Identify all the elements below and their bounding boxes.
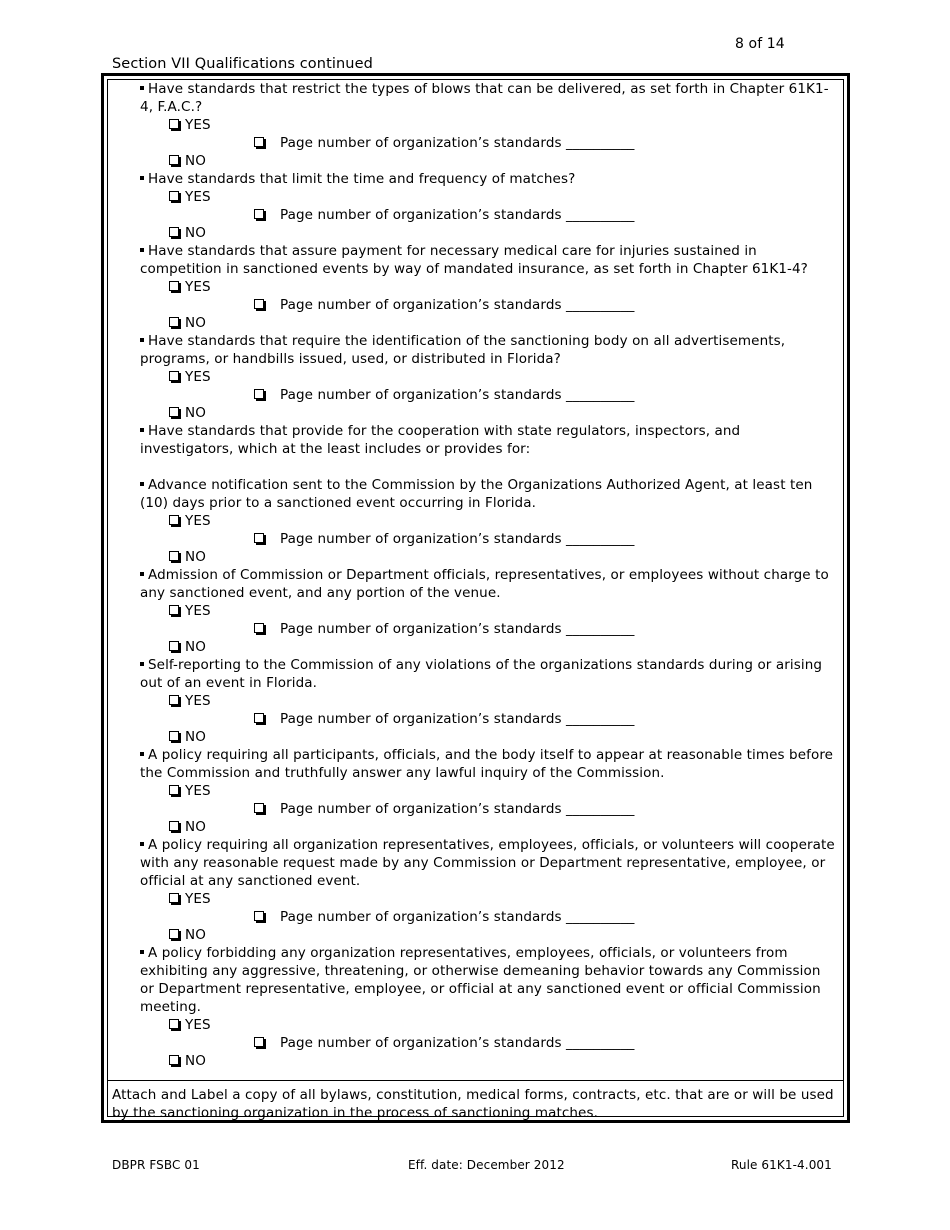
yes-label: YES	[185, 693, 211, 709]
checkbox-icon[interactable]	[169, 605, 179, 615]
checkbox-icon[interactable]	[169, 227, 179, 237]
checkbox-icon[interactable]	[169, 317, 179, 327]
attach-note: Attach and Label a copy of all bylaws, constitution, medical forms, contracts, etc. that are or will be used by the sanctioning organization in the process of sanctioning matches.	[108, 1080, 843, 1116]
page-number-label: Page number of organization’s standards __________	[280, 531, 635, 547]
page-number-field[interactable]	[254, 206, 843, 224]
checkbox-icon[interactable]	[169, 281, 179, 291]
yes-option[interactable]	[169, 602, 843, 620]
checkbox-icon[interactable]	[169, 821, 179, 831]
sub-question	[140, 476, 836, 512]
sub-question	[140, 566, 836, 602]
no-option[interactable]	[169, 728, 843, 746]
bullet-icon	[140, 752, 144, 756]
yes-option[interactable]	[169, 368, 843, 386]
bullet-icon	[140, 248, 144, 252]
page-number-label: Page number of organization’s standards __________	[280, 909, 635, 925]
checkbox-icon[interactable]	[169, 1019, 179, 1029]
page-number-label: Page number of organization’s standards __________	[280, 135, 635, 151]
no-label: NO	[185, 819, 206, 835]
checkbox-icon[interactable]	[169, 371, 179, 381]
no-label: NO	[185, 639, 206, 655]
checkbox-icon[interactable]	[169, 191, 179, 201]
question-text: Have standards that assure payment for necessary medical care for injuries sustained in competition in sanctioned events by way of mandated insurance, as set forth in Chapter 61K1-4?	[140, 243, 808, 277]
page-number-label: Page number of organization’s standards __________	[280, 297, 635, 313]
question	[140, 80, 836, 116]
no-label: NO	[185, 315, 206, 331]
page-number-field[interactable]	[254, 1034, 843, 1052]
yes-label: YES	[185, 1017, 211, 1033]
page-number-field[interactable]	[254, 134, 843, 152]
question	[140, 170, 836, 188]
no-option[interactable]	[169, 548, 843, 566]
checkbox-icon[interactable]	[169, 551, 179, 561]
page-number: 8 of 14	[735, 36, 785, 52]
form-inner-box	[107, 79, 844, 1121]
page-number-label: Page number of organization’s standards __________	[280, 1035, 635, 1051]
question-text: Advance notification sent to the Commission by the Organizations Authorized Agent, at least ten (10) days prior to a sanctioned event occurring in Florida.	[140, 477, 813, 511]
question-text: Self-reporting to the Commission of any violations of the organizations standards during or arising out of an event in Florida.	[140, 657, 823, 691]
bullet-icon	[140, 86, 144, 90]
checkbox-icon[interactable]	[169, 731, 179, 741]
checkbox-icon[interactable]	[254, 137, 264, 147]
yes-option[interactable]	[169, 692, 843, 710]
no-option[interactable]	[169, 1052, 843, 1070]
yes-label: YES	[185, 279, 211, 295]
form-box	[101, 73, 850, 1123]
question-text: Have standards that limit the time and frequency of matches?	[148, 171, 576, 187]
yes-label: YES	[185, 189, 211, 205]
question	[140, 332, 836, 368]
checkbox-icon[interactable]	[254, 623, 264, 633]
footer-rule: Rule 61K1-4.001	[731, 1158, 832, 1172]
question-text: A policy requiring all organization representatives, employees, officials, or volunteers will cooperate with any reasonable request made by any Commission or Department representative, employee, or official at any sanctioned event.	[140, 837, 835, 889]
yes-option[interactable]	[169, 1016, 843, 1034]
bullet-icon	[140, 338, 144, 342]
no-option[interactable]	[169, 818, 843, 836]
no-option[interactable]	[169, 314, 843, 332]
checkbox-icon[interactable]	[254, 209, 264, 219]
page-number-field[interactable]	[254, 800, 843, 818]
checkbox-icon[interactable]	[254, 1037, 264, 1047]
no-option[interactable]	[169, 926, 843, 944]
no-label: NO	[185, 225, 206, 241]
sub-question	[140, 944, 836, 1016]
yes-label: YES	[185, 783, 211, 799]
question-text: Have standards that provide for the cooperation with state regulators, inspectors, and investigators, which at the least includes or provides for:	[140, 423, 741, 457]
bullet-icon	[140, 176, 144, 180]
page-number-label: Page number of organization’s standards __________	[280, 387, 635, 403]
checkbox-icon[interactable]	[169, 515, 179, 525]
checkbox-icon[interactable]	[254, 713, 264, 723]
no-label: NO	[185, 729, 206, 745]
sub-question	[140, 836, 836, 890]
checkbox-icon[interactable]	[169, 119, 179, 129]
page-number-label: Page number of organization’s standards __________	[280, 621, 635, 637]
yes-option[interactable]	[169, 188, 843, 206]
question-text: Have standards that require the identification of the sanctioning body on all advertisements, programs, or handbills issued, used, or distributed in Florida?	[140, 333, 786, 367]
no-label: NO	[185, 549, 206, 565]
page-number-label: Page number of organization’s standards __________	[280, 711, 635, 727]
yes-option[interactable]	[169, 890, 843, 908]
checkbox-icon[interactable]	[254, 389, 264, 399]
checkbox-icon[interactable]	[169, 695, 179, 705]
checkbox-icon[interactable]	[169, 1055, 179, 1065]
yes-option[interactable]	[169, 512, 843, 530]
bullet-icon	[140, 428, 144, 432]
no-option[interactable]	[169, 638, 843, 656]
questions-area	[108, 80, 843, 1080]
page-number-field[interactable]	[254, 908, 843, 926]
no-label: NO	[185, 405, 206, 421]
no-label: NO	[185, 1053, 206, 1069]
bullet-icon	[140, 842, 144, 846]
yes-option[interactable]	[169, 116, 843, 134]
yes-label: YES	[185, 513, 211, 529]
no-label: NO	[185, 153, 206, 169]
question-text: Admission of Commission or Department officials, representatives, or employees without charge to any sanctioned event, and any portion of the venue.	[140, 567, 829, 601]
page-number-field[interactable]	[254, 530, 843, 548]
bullet-icon	[140, 482, 144, 486]
checkbox-icon[interactable]	[254, 299, 264, 309]
question-text: A policy requiring all participants, officials, and the body itself to appear at reasonable times before the Commission and truthfully answer any lawful inquiry of the Commission.	[140, 747, 834, 781]
checkbox-icon[interactable]	[169, 785, 179, 795]
no-option[interactable]	[169, 404, 843, 422]
cooperation-intro	[140, 422, 836, 458]
yes-label: YES	[185, 117, 211, 133]
sub-question	[140, 746, 836, 782]
page-number-label: Page number of organization’s standards __________	[280, 801, 635, 817]
yes-label: YES	[185, 369, 211, 385]
footer-form-id: DBPR FSBC 01	[112, 1158, 200, 1172]
yes-option[interactable]	[169, 278, 843, 296]
footer-eff-date: Eff. date: December 2012	[408, 1158, 565, 1172]
page-number-field[interactable]	[254, 296, 843, 314]
question-text: Have standards that restrict the types of blows that can be delivered, as set forth in Chapter 61K1-4, F.A.C.?	[140, 81, 829, 115]
checkbox-icon[interactable]	[169, 929, 179, 939]
checkbox-icon[interactable]	[254, 911, 264, 921]
checkbox-icon[interactable]	[169, 893, 179, 903]
bullet-icon	[140, 662, 144, 666]
bullet-icon	[140, 572, 144, 576]
checkbox-icon[interactable]	[169, 155, 179, 165]
no-option[interactable]	[169, 152, 843, 170]
checkbox-icon[interactable]	[254, 533, 264, 543]
no-option[interactable]	[169, 224, 843, 242]
page-number-field[interactable]	[254, 386, 843, 404]
page-number-field[interactable]	[254, 710, 843, 728]
page-number-label: Page number of organization’s standards __________	[280, 207, 635, 223]
section-title: Section VII Qualifications continued	[112, 56, 373, 72]
bullet-icon	[140, 950, 144, 954]
no-label: NO	[185, 927, 206, 943]
checkbox-icon[interactable]	[169, 407, 179, 417]
question-text: A policy forbidding any organization representatives, employees, officials, or volunteers from exhibiting any aggressive, threatening, or otherwise demeaning behavior towards any Commission or Department representative, employee, or official at any sanctioned event or official Commission meeting.	[140, 945, 821, 1015]
question	[140, 242, 836, 278]
yes-label: YES	[185, 603, 211, 619]
checkbox-icon[interactable]	[254, 803, 264, 813]
sub-question	[140, 656, 836, 692]
checkbox-icon[interactable]	[169, 641, 179, 651]
yes-label: YES	[185, 891, 211, 907]
yes-option[interactable]	[169, 782, 843, 800]
page-number-field[interactable]	[254, 620, 843, 638]
